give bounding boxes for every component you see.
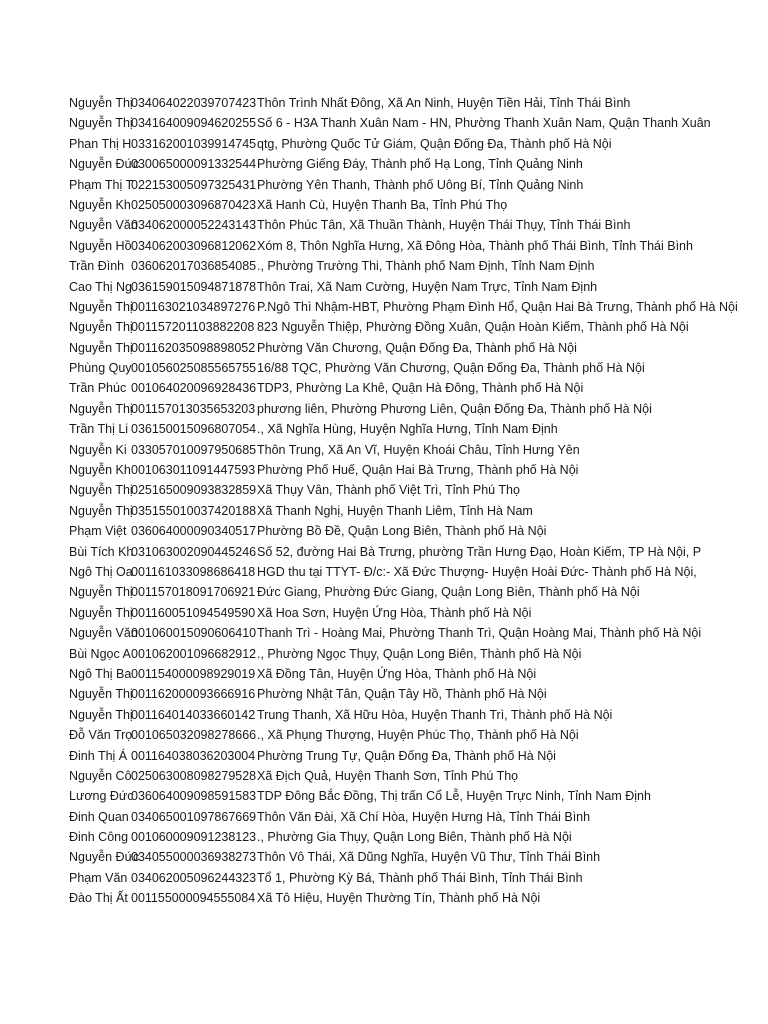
table-row	[69, 134, 696, 154]
id-number-cell[interactable]: 035155010037420188	[131, 503, 257, 518]
id-number-cell[interactable]: 001164038036203004	[131, 748, 256, 763]
address-cell[interactable]: Thanh Trì - Hoàng Mai, Phường Thanh Trì, Quận Hoàng Mai, Thành phố Hà Nội	[257, 626, 702, 641]
table-row	[69, 786, 696, 806]
id-number-cell[interactable]: 001063011091447593	[131, 463, 256, 478]
table-row	[69, 297, 738, 317]
name-cell[interactable]: Nguyễn Hồ	[69, 238, 132, 253]
address-cell[interactable]: TDP Đông Bắc Đồng, Thị trấn Cổ Lễ, Huyện Trực Ninh, Tỉnh Nam Định	[257, 789, 651, 804]
name-cell[interactable]: Bùi Tích Kh	[69, 544, 134, 559]
id-number-cell[interactable]: 030065000091332544	[131, 157, 257, 172]
table-row	[69, 358, 696, 378]
name-cell[interactable]: Nguyễn Thị	[69, 299, 133, 314]
id-number-cell[interactable]: 001163021034897276	[131, 299, 256, 314]
table-row	[69, 644, 696, 664]
address-cell[interactable]: Xã Địch Quả, Huyện Thanh Sơn, Tỉnh Phú Thọ	[257, 768, 519, 783]
name-cell[interactable]: Nguyễn Văn	[69, 626, 138, 641]
table-row	[69, 195, 696, 215]
address-cell[interactable]: Phường Trung Tự, Quận Đống Đa, Thành phố Hà Nội	[257, 748, 556, 763]
table-row	[69, 542, 702, 562]
id-number-cell[interactable]: 001065032098278666	[131, 728, 257, 743]
id-number-cell[interactable]: 036064000090340517	[131, 524, 257, 539]
address-cell[interactable]: TDP3, Phường La Khê, Quận Hà Đông, Thành phố Hà Nội	[257, 381, 584, 396]
name-cell[interactable]: Nguyễn Thị	[69, 116, 133, 131]
id-number-cell[interactable]: 001060015090606410	[131, 626, 257, 641]
name-cell[interactable]: Nguyễn Thị	[69, 707, 133, 722]
name-cell[interactable]: Phạm Việt	[69, 524, 127, 539]
address-cell[interactable]: ., Xã Phụng Thượng, Huyện Phúc Thọ, Thành phố Hà Nội	[257, 728, 579, 743]
id-number-cell[interactable]: 001160051094549590	[131, 605, 256, 620]
table-row	[69, 521, 696, 541]
table-row	[69, 93, 696, 113]
name-cell[interactable]: Nguyễn Thị	[69, 503, 133, 518]
table-row	[69, 277, 696, 297]
table-row	[69, 317, 696, 337]
name-cell[interactable]: Đỗ Văn Trọ	[69, 728, 133, 743]
table-row	[69, 338, 696, 358]
id-number-cell[interactable]: 001060009091238123	[131, 830, 257, 845]
name-cell[interactable]: Nguyễn Cô	[69, 768, 132, 783]
id-number-cell[interactable]: 036064009098591583	[131, 789, 257, 804]
address-cell[interactable]: Thôn Vô Thái, Xã Dũng Nghĩa, Huyện Vũ Thư, Tỉnh Thái Bình	[257, 850, 601, 865]
address-cell[interactable]: Thôn Trai, Xã Nam Cường, Huyện Nam Trực, Tỉnh Nam Định	[257, 279, 598, 294]
id-number-cell[interactable]: 025050003096870423	[131, 197, 257, 212]
table-row	[69, 868, 696, 888]
table-row	[69, 705, 696, 725]
name-cell[interactable]: Phạm Thị T	[69, 177, 134, 192]
address-cell[interactable]: Thôn Trình Nhất Đông, Xã An Ninh, Huyện Tiền Hải, Tỉnh Thái Bình	[257, 96, 631, 110]
address-cell[interactable]: phương liên, Phường Phương Liên, Quận Đống Đa, Thành phố Hà Nội	[257, 401, 652, 416]
table-row	[69, 480, 696, 500]
address-cell[interactable]: 16/88 TQC, Phường Văn Chương, Quận Đống Đa, Thành phố Hà Nội	[257, 361, 645, 376]
table-row	[69, 562, 696, 582]
table-row	[69, 766, 696, 786]
id-number-cell[interactable]: 001157018091706921	[131, 585, 256, 600]
name-cell[interactable]: Lương Đức	[69, 789, 134, 804]
address-cell[interactable]: HGD thu tại TTYT- Đ/c:- Xã Đức Thượng- Huyện Hoài Đức- Thành phố Hà Nội,	[257, 564, 697, 579]
name-cell[interactable]: Phạm Văn	[69, 870, 128, 885]
name-cell[interactable]: Nguyễn Thị	[69, 483, 133, 498]
table-row	[69, 684, 696, 704]
table-row	[69, 378, 696, 398]
address-cell[interactable]: Xã Thụy Vân, Thành phố Việt Trì, Tỉnh Phú Thọ	[257, 483, 520, 498]
table-row	[69, 664, 696, 684]
address-cell[interactable]: Trung Thanh, Xã Hữu Hòa, Huyện Thanh Trì, Thành phố Hà Nội	[257, 707, 613, 722]
address-cell[interactable]: Thôn Phúc Tân, Xã Thuần Thành, Huyện Thái Thụy, Tỉnh Thái Bình	[257, 218, 631, 233]
address-cell[interactable]: Xã Đồng Tân, Huyện Ứng Hòa, Thành phố Hà Nội	[257, 666, 537, 681]
table-row	[69, 888, 696, 908]
address-cell[interactable]: Xóm 8, Thôn Nghĩa Hưng, Xã Đông Hòa, Thành phố Thái Bình, Tỉnh Thái Bình	[257, 238, 693, 253]
table-row	[69, 399, 696, 419]
id-number-cell[interactable]: 025165009093832859	[131, 483, 257, 498]
address-cell[interactable]: ., Phường Gia Thụy, Quận Long Biên, Thành phố Hà Nội	[257, 830, 572, 845]
address-cell[interactable]: ., Xã Nghĩa Hùng, Huyện Nghĩa Hưng, Tỉnh Nam Định	[257, 422, 558, 437]
table-row	[69, 746, 696, 766]
id-number-cell[interactable]: 036062017036854085	[131, 259, 257, 274]
name-cell[interactable]: Nguyễn Đức	[69, 850, 140, 865]
name-cell[interactable]: Nguyễn Thị	[69, 96, 133, 110]
name-cell[interactable]: Bùi Ngọc A	[69, 646, 131, 661]
table-row	[69, 807, 696, 827]
table-row	[69, 256, 696, 276]
table-row	[69, 460, 696, 480]
address-cell[interactable]: Thôn Trung, Xã An Vĩ, Huyện Khoái Châu, Tỉnh Hưng Yên	[257, 442, 580, 457]
name-cell[interactable]: Nguyễn Kh	[69, 197, 131, 212]
name-cell[interactable]: Nguyễn Thị	[69, 340, 133, 355]
table-row	[69, 582, 696, 602]
spreadsheet-rows	[69, 93, 738, 909]
id-number-cell[interactable]: 001162035098898052	[131, 340, 256, 355]
id-number-cell[interactable]: 034062005096244323	[131, 870, 257, 885]
name-cell[interactable]: Đào Thị Ất	[69, 891, 128, 906]
name-cell[interactable]: Đinh Công	[69, 830, 129, 845]
id-number-cell[interactable]: 001161033098686418	[131, 564, 256, 579]
name-cell[interactable]: Nguyễn Thị	[69, 687, 133, 702]
name-cell[interactable]: Trần Đình	[69, 259, 125, 274]
id-number-cell[interactable]: 025063008098279528	[131, 768, 257, 783]
address-cell[interactable]: Xã Hoa Sơn, Huyện Ứng Hòa, Thành phố Hà Nội	[257, 605, 532, 620]
address-cell[interactable]: P.Ngô Thì Nhậm-HBT, Phường Phạm Đình Hổ, Quận Hai Bà Trưng, Thành phố Hà Nội	[257, 299, 738, 314]
id-number-cell[interactable]: 034164009094620255	[131, 116, 257, 131]
id-number-cell[interactable]: 001154000098929019	[131, 666, 256, 681]
id-number-cell[interactable]: 034065001097867669	[131, 809, 257, 824]
id-number-cell[interactable]: 033162001039914745	[131, 136, 257, 151]
id-number-cell[interactable]: 036150015096807054	[131, 422, 257, 437]
id-number-cell[interactable]: 034055000036938273	[131, 850, 257, 865]
address-cell[interactable]: Số 52, đường Hai Bà Trưng, phường Trần Hưng Đạo, Hoàn Kiếm, TP Hà Nội, P	[257, 544, 702, 559]
table-row	[69, 113, 711, 133]
address-cell[interactable]: Xã Thanh Nghị, Huyện Thanh Liêm, Tỉnh Hà Nam	[257, 503, 533, 518]
table-row	[69, 847, 696, 867]
name-cell[interactable]: Nguyễn Thị	[69, 320, 133, 335]
name-cell[interactable]: Phùng Quy	[69, 361, 132, 376]
name-cell[interactable]: Ngô Thị Ba	[69, 666, 132, 681]
address-cell[interactable]: Phường Giếng Đáy, Thành phố Hạ Long, Tỉnh Quảng Ninh	[257, 157, 583, 172]
id-number-cell[interactable]: 001064020096928436	[131, 381, 257, 396]
id-number-cell[interactable]: 034062000052243143	[131, 218, 257, 233]
address-cell[interactable]: Phường Bồ Đề, Quận Long Biên, Thành phố Hà Nội	[257, 524, 547, 539]
name-cell[interactable]: Ngô Thị Oa	[69, 564, 133, 579]
address-cell[interactable]: 823 Nguyễn Thiệp, Phường Đồng Xuân, Quận Hoàn Kiếm, Thành phố Hà Nội	[257, 320, 689, 335]
address-cell[interactable]: Phường Phố Huế, Quận Hai Bà Trưng, Thành phố Hà Nội	[257, 463, 579, 478]
table-row	[69, 236, 696, 256]
address-cell[interactable]: Phường Văn Chương, Quận Đống Đa, Thành phố Hà Nội	[257, 340, 577, 355]
table-row	[69, 419, 696, 439]
name-cell[interactable]: Đinh Quan	[69, 809, 129, 824]
table-row	[69, 440, 696, 460]
id-number-cell[interactable]: 001056025085565755	[131, 361, 257, 376]
address-cell[interactable]: Đức Giang, Phường Đức Giang, Quận Long Biên, Thành phố Hà Nội	[257, 585, 640, 600]
id-number-cell[interactable]: 001164014033660142	[131, 707, 256, 722]
name-cell[interactable]: Nguyễn Kh	[69, 463, 131, 478]
table-row	[69, 175, 696, 195]
name-cell[interactable]: Phan Thị H	[69, 136, 132, 151]
id-number-cell[interactable]: 001155000094555084	[131, 891, 256, 906]
table-row	[69, 603, 696, 623]
address-cell[interactable]: Phường Yên Thanh, Thành phố Uông Bí, Tỉnh Quảng Ninh	[257, 177, 584, 192]
address-cell[interactable]: Phường Nhật Tân, Quận Tây Hồ, Thành phố Hà Nội	[257, 687, 547, 702]
name-cell[interactable]: Nguyễn Thị	[69, 605, 133, 620]
name-cell[interactable]: Nguyễn Thị	[69, 401, 133, 416]
table-row	[69, 827, 696, 847]
address-cell[interactable]: Số 6 - H3A Thanh Xuân Nam - HN, Phường Thanh Xuân Nam, Quận Thanh Xuân	[257, 116, 711, 131]
name-cell[interactable]: Nguyễn Văn	[69, 218, 138, 233]
id-number-cell[interactable]: 031063002090445246	[131, 544, 257, 559]
table-row	[69, 725, 696, 745]
id-number-cell[interactable]: 001162000093666916	[131, 687, 256, 702]
id-number-cell[interactable]: 036159015094871878	[131, 279, 257, 294]
name-cell[interactable]: Nguyễn Thị	[69, 585, 133, 600]
address-cell[interactable]: ., Phường Ngọc Thụy, Quận Long Biên, Thành phố Hà Nội	[257, 646, 582, 661]
table-row	[69, 501, 696, 521]
table-row	[69, 623, 702, 643]
id-number-cell[interactable]: 001062001096682912	[131, 646, 257, 661]
address-cell[interactable]: qtg, Phường Quốc Tử Giám, Quận Đống Đa, Thành phố Hà Nội	[257, 136, 612, 151]
name-cell[interactable]: Trần Phúc	[69, 381, 127, 396]
address-cell[interactable]: Thôn Văn Đài, Xã Chí Hòa, Huyện Hưng Hà, Tỉnh Thái Bình	[257, 809, 591, 824]
address-cell[interactable]: Xã Tô Hiệu, Huyện Thường Tín, Thành phố Hà Nội	[257, 891, 541, 906]
id-number-cell[interactable]: 033057010097950685	[131, 442, 257, 457]
id-number-cell[interactable]: 022153005097325431	[131, 177, 257, 192]
address-cell[interactable]: ., Phường Trường Thi, Thành phố Nam Định, Tỉnh Nam Định	[257, 259, 595, 274]
id-number-cell[interactable]: 034062003096812062	[131, 238, 257, 253]
name-cell[interactable]: Nguyễn Đức	[69, 157, 140, 172]
address-cell[interactable]: Tổ 1, Phường Kỳ Bá, Thành phố Thái Bình, Tỉnh Thái Bình	[257, 870, 583, 885]
name-cell[interactable]: Trần Thị Li	[69, 422, 129, 437]
id-number-cell[interactable]: 001157013035653203	[131, 401, 256, 416]
table-row	[69, 154, 696, 174]
name-cell[interactable]: Nguyễn Ki	[69, 442, 127, 457]
id-number-cell[interactable]: 001157201103882208	[131, 320, 255, 335]
name-cell[interactable]: Cao Thị Ng	[69, 279, 132, 294]
name-cell[interactable]: Đinh Thị Á	[69, 748, 128, 763]
address-cell[interactable]: Xã Hanh Cù, Huyện Thanh Ba, Tỉnh Phú Thọ	[257, 197, 508, 212]
table-row	[69, 215, 696, 235]
id-number-cell[interactable]: 034064022039707423	[131, 96, 257, 110]
